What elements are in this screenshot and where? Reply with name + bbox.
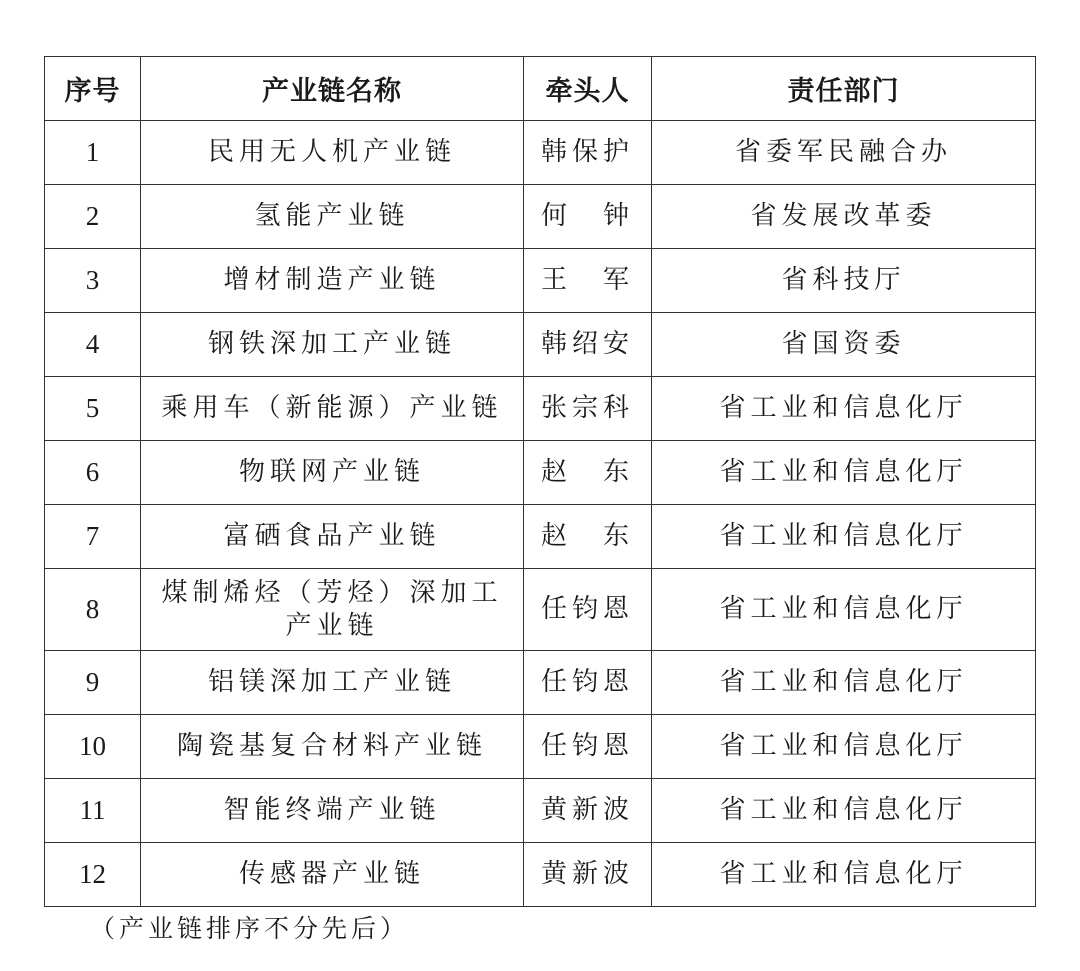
table-row: [45, 505, 1036, 569]
cell-responsible-department: 省工业和信息化厅: [652, 505, 1036, 569]
cell-responsible-department: 省工业和信息化厅: [652, 779, 1036, 843]
cell-serial-number: 10: [45, 715, 141, 779]
cell-serial-number: 6: [45, 441, 141, 505]
table-row: [45, 185, 1036, 249]
cell-chain-name: 智能终端产业链: [141, 779, 524, 843]
cell-lead-person-wrap: [524, 377, 652, 441]
cell-lead-person-wrap: [524, 715, 652, 779]
cell-chain-name: 物联网产业链: [141, 441, 524, 505]
cell-lead-person-wrap: [524, 441, 652, 505]
cell-lead-person-wrap: [524, 779, 652, 843]
cell-lead-person: 任钧恩: [540, 594, 634, 625]
cell-lead-person-wrap: [524, 843, 652, 907]
cell-lead-person: 赵 东: [540, 457, 634, 488]
cell-lead-person-wrap: [524, 313, 652, 377]
cell-serial-number: 3: [45, 249, 141, 313]
cell-chain-name: 煤制烯烃（芳烃）深加工产业链: [141, 569, 524, 651]
cell-chain-name: 乘用车（新能源）产业链: [141, 377, 524, 441]
cell-lead-person: 任钧恩: [540, 667, 634, 698]
cell-lead-person-wrap: [524, 505, 652, 569]
cell-chain-name: 铝镁深加工产业链: [141, 651, 524, 715]
table-footnote: （产业链排序不分先后）: [90, 914, 410, 943]
cell-lead-person: 韩保护: [540, 137, 634, 168]
table-row: [45, 779, 1036, 843]
table-row: [45, 843, 1036, 907]
table-row: [45, 313, 1036, 377]
cell-lead-person-wrap: [524, 185, 652, 249]
header-lead-person: 牵头人: [524, 57, 652, 121]
cell-chain-name: 传感器产业链: [141, 843, 524, 907]
table-row: [45, 569, 1036, 651]
cell-lead-person: 韩绍安: [540, 329, 634, 360]
cell-lead-person: 王 军: [540, 265, 634, 296]
cell-serial-number: 8: [45, 569, 141, 651]
cell-lead-person: 何 钟: [540, 201, 634, 232]
cell-responsible-department: 省工业和信息化厅: [652, 651, 1036, 715]
cell-serial-number: 4: [45, 313, 141, 377]
cell-lead-person: 张宗科: [540, 393, 634, 424]
cell-lead-person-wrap: [524, 569, 652, 651]
cell-responsible-department: 省工业和信息化厅: [652, 377, 1036, 441]
cell-serial-number: 1: [45, 121, 141, 185]
cell-responsible-department: 省工业和信息化厅: [652, 715, 1036, 779]
cell-responsible-department: 省工业和信息化厅: [652, 569, 1036, 651]
cell-chain-name: 陶瓷基复合材料产业链: [141, 715, 524, 779]
table-row: [45, 441, 1036, 505]
cell-serial-number: 12: [45, 843, 141, 907]
cell-lead-person: 任钧恩: [540, 731, 634, 762]
table-header-row: [45, 57, 1036, 121]
cell-responsible-department: 省工业和信息化厅: [652, 441, 1036, 505]
cell-lead-person: 黄新波: [540, 795, 634, 826]
cell-lead-person-wrap: [524, 121, 652, 185]
cell-chain-name: 富硒食品产业链: [141, 505, 524, 569]
table-row: [45, 651, 1036, 715]
cell-chain-name: 钢铁深加工产业链: [141, 313, 524, 377]
table-row: [45, 377, 1036, 441]
cell-lead-person: 黄新波: [540, 859, 634, 890]
cell-chain-name: 民用无人机产业链: [141, 121, 524, 185]
cell-serial-number: 2: [45, 185, 141, 249]
table-row: [45, 249, 1036, 313]
cell-responsible-department: 省委军民融合办: [652, 121, 1036, 185]
header-chain-name: 产业链名称: [141, 57, 524, 121]
cell-serial-number: 5: [45, 377, 141, 441]
cell-responsible-department: 省发展改革委: [652, 185, 1036, 249]
cell-serial-number: 11: [45, 779, 141, 843]
cell-responsible-department: 省工业和信息化厅: [652, 843, 1036, 907]
header-responsible-department: 责任部门: [652, 57, 1036, 121]
cell-responsible-department: 省国资委: [652, 313, 1036, 377]
table-row: [45, 121, 1036, 185]
cell-lead-person-wrap: [524, 249, 652, 313]
cell-responsible-department: 省科技厅: [652, 249, 1036, 313]
industry-chain-table: [44, 56, 1036, 907]
cell-lead-person-wrap: [524, 651, 652, 715]
cell-serial-number: 7: [45, 505, 141, 569]
cell-serial-number: 9: [45, 651, 141, 715]
cell-chain-name: 增材制造产业链: [141, 249, 524, 313]
header-serial-number: 序号: [45, 57, 141, 121]
cell-lead-person: 赵 东: [540, 521, 634, 552]
cell-chain-name: 氢能产业链: [141, 185, 524, 249]
table-row: [45, 715, 1036, 779]
